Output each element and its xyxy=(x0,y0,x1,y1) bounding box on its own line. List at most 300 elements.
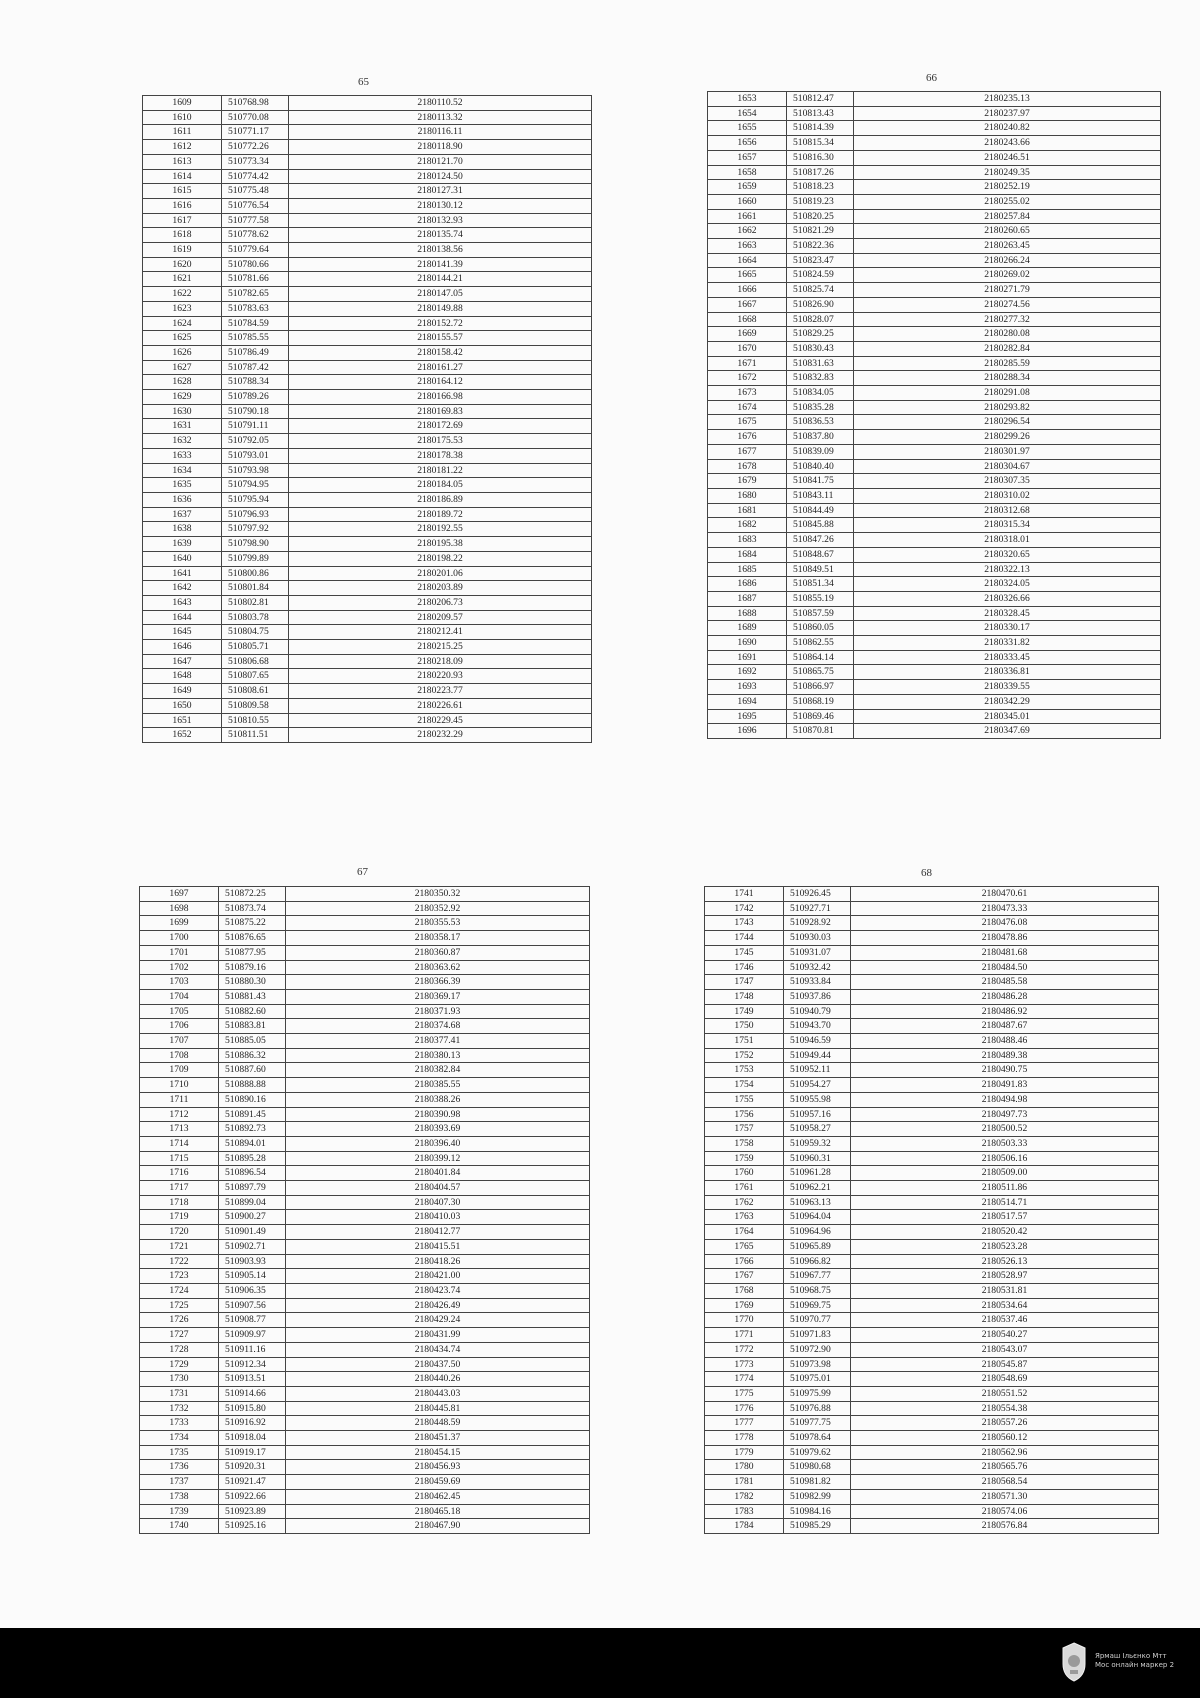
coord-y: 2180390.98 xyxy=(286,1107,590,1122)
table-row xyxy=(140,1254,590,1269)
coord-y: 2180369.17 xyxy=(286,989,590,1004)
point-number: 1671 xyxy=(708,356,787,371)
point-number: 1700 xyxy=(140,931,219,946)
coord-y: 2180454.15 xyxy=(286,1445,590,1460)
point-number: 1632 xyxy=(143,434,222,449)
coord-y: 2180462.45 xyxy=(286,1489,590,1504)
point-number: 1639 xyxy=(143,537,222,552)
point-number: 1679 xyxy=(708,474,787,489)
point-number: 1680 xyxy=(708,488,787,503)
point-number: 1684 xyxy=(708,547,787,562)
table-row xyxy=(143,243,592,258)
table-row xyxy=(140,1136,590,1151)
point-number: 1754 xyxy=(705,1078,784,1093)
coord-y: 2180282.84 xyxy=(854,341,1161,356)
point-number: 1655 xyxy=(708,121,787,136)
table-row xyxy=(705,1225,1159,1240)
point-number: 1718 xyxy=(140,1195,219,1210)
coord-y: 2180494.98 xyxy=(851,1092,1159,1107)
point-number: 1641 xyxy=(143,566,222,581)
point-number: 1682 xyxy=(708,518,787,533)
coord-y: 2180423.74 xyxy=(286,1283,590,1298)
page-number: 68 xyxy=(921,867,932,879)
table-row xyxy=(705,989,1159,1004)
coord-y: 2180534.64 xyxy=(851,1298,1159,1313)
table-row xyxy=(140,1122,590,1137)
coord-y: 2180485.58 xyxy=(851,975,1159,990)
coord-x: 510963.13 xyxy=(784,1195,851,1210)
table-row xyxy=(143,140,592,155)
coord-x: 510978.64 xyxy=(784,1431,851,1446)
point-number: 1631 xyxy=(143,419,222,434)
table-row xyxy=(143,272,592,287)
page-number: 66 xyxy=(926,72,937,84)
point-number: 1674 xyxy=(708,400,787,415)
table-row xyxy=(705,1298,1159,1313)
coord-y: 2180486.92 xyxy=(851,1004,1159,1019)
point-number: 1618 xyxy=(143,228,222,243)
coord-y: 2180178.38 xyxy=(289,448,592,463)
point-number: 1681 xyxy=(708,503,787,518)
point-number: 1613 xyxy=(143,154,222,169)
coord-x: 510784.59 xyxy=(222,316,289,331)
table-row xyxy=(143,654,592,669)
seal-icon xyxy=(1060,1642,1088,1682)
table-row xyxy=(140,1401,590,1416)
point-number: 1715 xyxy=(140,1151,219,1166)
point-number: 1709 xyxy=(140,1063,219,1078)
coord-y: 2180537.46 xyxy=(851,1313,1159,1328)
point-number: 1610 xyxy=(143,110,222,125)
coord-x: 510855.19 xyxy=(787,591,854,606)
table-row xyxy=(143,125,592,140)
table-row xyxy=(140,1092,590,1107)
coord-x: 510977.75 xyxy=(784,1416,851,1431)
table-row xyxy=(143,257,592,272)
point-number: 1617 xyxy=(143,213,222,228)
coord-y: 2180186.89 xyxy=(289,492,592,507)
coord-y: 2180336.81 xyxy=(854,665,1161,680)
table-row xyxy=(708,474,1161,489)
point-number: 1759 xyxy=(705,1151,784,1166)
table-row xyxy=(140,1063,590,1078)
coord-y: 2180307.35 xyxy=(854,474,1161,489)
table-row xyxy=(708,621,1161,636)
table-row xyxy=(705,1195,1159,1210)
point-number: 1649 xyxy=(143,684,222,699)
coord-x: 510788.34 xyxy=(222,375,289,390)
coord-y: 2180554.38 xyxy=(851,1401,1159,1416)
coord-x: 510873.74 xyxy=(219,901,286,916)
table-row xyxy=(708,165,1161,180)
coord-x: 510813.43 xyxy=(787,106,854,121)
table-row xyxy=(140,1048,590,1063)
table-row xyxy=(705,901,1159,916)
point-number: 1645 xyxy=(143,625,222,640)
table-row xyxy=(708,709,1161,724)
coord-x: 510804.75 xyxy=(222,625,289,640)
point-number: 1732 xyxy=(140,1401,219,1416)
coord-y: 2180181.22 xyxy=(289,463,592,478)
point-number: 1763 xyxy=(705,1210,784,1225)
point-number: 1688 xyxy=(708,606,787,621)
coord-x: 510918.04 xyxy=(219,1431,286,1446)
coord-x: 510967.77 xyxy=(784,1269,851,1284)
coord-x: 510940.79 xyxy=(784,1004,851,1019)
coord-y: 2180382.84 xyxy=(286,1063,590,1078)
table-row xyxy=(705,1078,1159,1093)
coord-x: 510820.25 xyxy=(787,209,854,224)
point-number: 1672 xyxy=(708,371,787,386)
coord-y: 2180509.00 xyxy=(851,1166,1159,1181)
coord-y: 2180497.73 xyxy=(851,1107,1159,1122)
coord-x: 510772.26 xyxy=(222,140,289,155)
coord-x: 510793.01 xyxy=(222,448,289,463)
coord-x: 510890.16 xyxy=(219,1092,286,1107)
coord-x: 510980.68 xyxy=(784,1460,851,1475)
coord-y: 2180263.45 xyxy=(854,239,1161,254)
coord-x: 510829.25 xyxy=(787,327,854,342)
point-number: 1696 xyxy=(708,724,787,739)
table-row xyxy=(143,713,592,728)
coord-x: 510789.26 xyxy=(222,390,289,405)
coord-y: 2180218.09 xyxy=(289,654,592,669)
point-number: 1728 xyxy=(140,1342,219,1357)
table-row xyxy=(143,96,592,111)
point-number: 1722 xyxy=(140,1254,219,1269)
coord-y: 2180138.56 xyxy=(289,243,592,258)
point-number: 1780 xyxy=(705,1460,784,1475)
table-row xyxy=(705,1504,1159,1519)
point-number: 1727 xyxy=(140,1328,219,1343)
coord-x: 510957.16 xyxy=(784,1107,851,1122)
point-number: 1748 xyxy=(705,989,784,1004)
table-row xyxy=(705,1475,1159,1490)
coordinates-table xyxy=(707,91,1161,739)
table-row xyxy=(705,1151,1159,1166)
coord-y: 2180266.24 xyxy=(854,253,1161,268)
table-row xyxy=(143,698,592,713)
table-row xyxy=(140,975,590,990)
point-number: 1664 xyxy=(708,253,787,268)
table-row xyxy=(140,1328,590,1343)
table-row xyxy=(705,960,1159,975)
coord-x: 510805.71 xyxy=(222,640,289,655)
coord-y: 2180543.07 xyxy=(851,1342,1159,1357)
coord-x: 510819.23 xyxy=(787,194,854,209)
table-row xyxy=(705,1416,1159,1431)
coord-y: 2180152.72 xyxy=(289,316,592,331)
table-row xyxy=(140,1416,590,1431)
table-row xyxy=(708,283,1161,298)
table-row xyxy=(143,492,592,507)
table-row xyxy=(708,665,1161,680)
coord-y: 2180198.22 xyxy=(289,551,592,566)
point-number: 1621 xyxy=(143,272,222,287)
table-row xyxy=(140,1195,590,1210)
point-number: 1705 xyxy=(140,1004,219,1019)
table-row xyxy=(143,537,592,552)
coord-y: 2180169.83 xyxy=(289,404,592,419)
coord-y: 2180415.51 xyxy=(286,1239,590,1254)
coord-y: 2180396.40 xyxy=(286,1136,590,1151)
coord-x: 510969.75 xyxy=(784,1298,851,1313)
point-number: 1647 xyxy=(143,654,222,669)
coord-x: 510932.42 xyxy=(784,960,851,975)
point-number: 1734 xyxy=(140,1431,219,1446)
table-row xyxy=(143,625,592,640)
coord-x: 510835.28 xyxy=(787,400,854,415)
coord-y: 2180113.32 xyxy=(289,110,592,125)
coord-y: 2180437.50 xyxy=(286,1357,590,1372)
table-row xyxy=(705,1357,1159,1372)
table-row xyxy=(708,268,1161,283)
coord-x: 510836.53 xyxy=(787,415,854,430)
point-number: 1753 xyxy=(705,1063,784,1078)
coord-y: 2180257.84 xyxy=(854,209,1161,224)
point-number: 1661 xyxy=(708,209,787,224)
coord-x: 510976.88 xyxy=(784,1401,851,1416)
footer-line-1: Ярмаш Iльєнко Мтт xyxy=(1095,1652,1167,1660)
table-row xyxy=(705,1489,1159,1504)
table-row xyxy=(708,680,1161,695)
coord-y: 2180404.57 xyxy=(286,1181,590,1196)
coord-y: 2180355.53 xyxy=(286,916,590,931)
table-row xyxy=(705,1004,1159,1019)
table-row xyxy=(705,1092,1159,1107)
coord-y: 2180342.29 xyxy=(854,694,1161,709)
coord-x: 510971.83 xyxy=(784,1328,851,1343)
coord-y: 2180557.26 xyxy=(851,1416,1159,1431)
table-row xyxy=(140,989,590,1004)
coord-y: 2180399.12 xyxy=(286,1151,590,1166)
table-row xyxy=(705,931,1159,946)
coord-y: 2180299.26 xyxy=(854,430,1161,445)
coord-y: 2180235.13 xyxy=(854,92,1161,107)
coord-x: 510806.68 xyxy=(222,654,289,669)
table-row xyxy=(143,404,592,419)
coordinates-table xyxy=(704,886,1159,1534)
coord-x: 510902.71 xyxy=(219,1239,286,1254)
point-number: 1640 xyxy=(143,551,222,566)
coord-x: 510780.66 xyxy=(222,257,289,272)
point-number: 1716 xyxy=(140,1166,219,1181)
coord-y: 2180491.83 xyxy=(851,1078,1159,1093)
coord-x: 510984.16 xyxy=(784,1504,851,1519)
coord-x: 510857.59 xyxy=(787,606,854,621)
coord-x: 510959.32 xyxy=(784,1136,851,1151)
table-row xyxy=(705,1313,1159,1328)
coord-y: 2180380.13 xyxy=(286,1048,590,1063)
coord-y: 2180324.05 xyxy=(854,577,1161,592)
coord-y: 2180374.68 xyxy=(286,1019,590,1034)
point-number: 1692 xyxy=(708,665,787,680)
coord-y: 2180141.39 xyxy=(289,257,592,272)
table-row xyxy=(143,184,592,199)
coord-y: 2180465.18 xyxy=(286,1504,590,1519)
point-number: 1693 xyxy=(708,680,787,695)
coord-y: 2180277.32 xyxy=(854,312,1161,327)
coord-y: 2180360.87 xyxy=(286,945,590,960)
coord-x: 510949.44 xyxy=(784,1048,851,1063)
table-row xyxy=(143,522,592,537)
coord-x: 510886.32 xyxy=(219,1048,286,1063)
coord-y: 2180551.52 xyxy=(851,1386,1159,1401)
coord-x: 510925.16 xyxy=(219,1519,286,1534)
coord-x: 510973.98 xyxy=(784,1357,851,1372)
point-number: 1687 xyxy=(708,591,787,606)
coord-x: 510897.79 xyxy=(219,1181,286,1196)
coord-y: 2180201.06 xyxy=(289,566,592,581)
table-row xyxy=(143,419,592,434)
coord-y: 2180489.38 xyxy=(851,1048,1159,1063)
table-row xyxy=(140,1460,590,1475)
point-number: 1657 xyxy=(708,150,787,165)
point-number: 1663 xyxy=(708,239,787,254)
coord-x: 510803.78 xyxy=(222,610,289,625)
table-row xyxy=(708,371,1161,386)
coord-x: 510870.81 xyxy=(787,724,854,739)
coord-x: 510952.11 xyxy=(784,1063,851,1078)
coord-x: 510782.65 xyxy=(222,287,289,302)
table-row xyxy=(705,1034,1159,1049)
coord-y: 2180526.13 xyxy=(851,1254,1159,1269)
point-number: 1636 xyxy=(143,492,222,507)
point-number: 1702 xyxy=(140,960,219,975)
coord-y: 2180366.39 xyxy=(286,975,590,990)
point-number: 1677 xyxy=(708,444,787,459)
table-row xyxy=(140,1431,590,1446)
table-row xyxy=(708,106,1161,121)
table-row xyxy=(140,1357,590,1372)
coord-x: 510802.81 xyxy=(222,595,289,610)
coord-x: 510958.27 xyxy=(784,1122,851,1137)
point-number: 1713 xyxy=(140,1122,219,1137)
coord-y: 2180451.37 xyxy=(286,1431,590,1446)
point-number: 1626 xyxy=(143,345,222,360)
table-row xyxy=(708,327,1161,342)
table-row xyxy=(708,224,1161,239)
table-row xyxy=(143,463,592,478)
coord-y: 2180476.08 xyxy=(851,916,1159,931)
point-number: 1627 xyxy=(143,360,222,375)
coord-x: 510943.70 xyxy=(784,1019,851,1034)
coord-x: 510812.47 xyxy=(787,92,854,107)
coord-x: 510778.62 xyxy=(222,228,289,243)
coord-y: 2180358.17 xyxy=(286,931,590,946)
coord-x: 510915.80 xyxy=(219,1401,286,1416)
table-row xyxy=(708,341,1161,356)
page-number: 65 xyxy=(358,76,369,88)
coord-y: 2180456.93 xyxy=(286,1460,590,1475)
coord-y: 2180285.59 xyxy=(854,356,1161,371)
coord-y: 2180407.30 xyxy=(286,1195,590,1210)
coord-y: 2180232.29 xyxy=(289,728,592,743)
point-number: 1711 xyxy=(140,1092,219,1107)
coord-x: 510920.31 xyxy=(219,1460,286,1475)
coord-x: 510823.47 xyxy=(787,253,854,268)
point-number: 1747 xyxy=(705,975,784,990)
coord-x: 510792.05 xyxy=(222,434,289,449)
table-row xyxy=(143,390,592,405)
coord-y: 2180293.82 xyxy=(854,400,1161,415)
point-number: 1737 xyxy=(140,1475,219,1490)
coord-x: 510783.63 xyxy=(222,301,289,316)
coord-x: 510982.99 xyxy=(784,1489,851,1504)
coord-x: 510975.01 xyxy=(784,1372,851,1387)
table-row xyxy=(143,360,592,375)
coord-y: 2180560.12 xyxy=(851,1431,1159,1446)
coord-x: 510954.27 xyxy=(784,1078,851,1093)
coord-y: 2180315.34 xyxy=(854,518,1161,533)
coord-x: 510926.45 xyxy=(784,887,851,902)
table-row xyxy=(705,1048,1159,1063)
table-row xyxy=(143,610,592,625)
coord-y: 2180388.26 xyxy=(286,1092,590,1107)
table-row xyxy=(705,975,1159,990)
point-number: 1685 xyxy=(708,562,787,577)
coord-y: 2180243.66 xyxy=(854,136,1161,151)
table-row xyxy=(143,331,592,346)
table-row xyxy=(708,518,1161,533)
table-row xyxy=(708,650,1161,665)
coord-x: 510955.98 xyxy=(784,1092,851,1107)
coord-y: 2180237.97 xyxy=(854,106,1161,121)
coord-x: 510899.04 xyxy=(219,1195,286,1210)
coord-y: 2180478.86 xyxy=(851,931,1159,946)
table-row xyxy=(708,92,1161,107)
coord-y: 2180255.02 xyxy=(854,194,1161,209)
point-number: 1635 xyxy=(143,478,222,493)
coord-x: 510975.99 xyxy=(784,1386,851,1401)
table-row xyxy=(140,1181,590,1196)
table-row xyxy=(140,1283,590,1298)
point-number: 1656 xyxy=(708,136,787,151)
point-number: 1719 xyxy=(140,1210,219,1225)
table-row xyxy=(140,1166,590,1181)
coord-x: 510787.42 xyxy=(222,360,289,375)
point-number: 1628 xyxy=(143,375,222,390)
coord-x: 510885.05 xyxy=(219,1034,286,1049)
coord-y: 2180161.27 xyxy=(289,360,592,375)
point-number: 1654 xyxy=(708,106,787,121)
point-number: 1697 xyxy=(140,887,219,902)
coord-x: 510914.66 xyxy=(219,1386,286,1401)
table-row xyxy=(143,169,592,184)
coord-y: 2180350.32 xyxy=(286,887,590,902)
coord-x: 510816.30 xyxy=(787,150,854,165)
coord-x: 510912.34 xyxy=(219,1357,286,1372)
coord-x: 510937.86 xyxy=(784,989,851,1004)
point-number: 1777 xyxy=(705,1416,784,1431)
table-row xyxy=(705,1254,1159,1269)
table-row xyxy=(705,1328,1159,1343)
coord-y: 2180203.89 xyxy=(289,581,592,596)
coord-x: 510964.04 xyxy=(784,1210,851,1225)
point-number: 1658 xyxy=(708,165,787,180)
point-number: 1623 xyxy=(143,301,222,316)
coord-x: 510779.64 xyxy=(222,243,289,258)
table-row xyxy=(708,209,1161,224)
coord-y: 2180506.16 xyxy=(851,1151,1159,1166)
point-number: 1648 xyxy=(143,669,222,684)
coord-x: 510966.82 xyxy=(784,1254,851,1269)
coord-x: 510776.54 xyxy=(222,198,289,213)
coord-y: 2180523.28 xyxy=(851,1239,1159,1254)
coord-y: 2180288.34 xyxy=(854,371,1161,386)
coord-x: 510985.29 xyxy=(784,1519,851,1534)
point-number: 1667 xyxy=(708,297,787,312)
